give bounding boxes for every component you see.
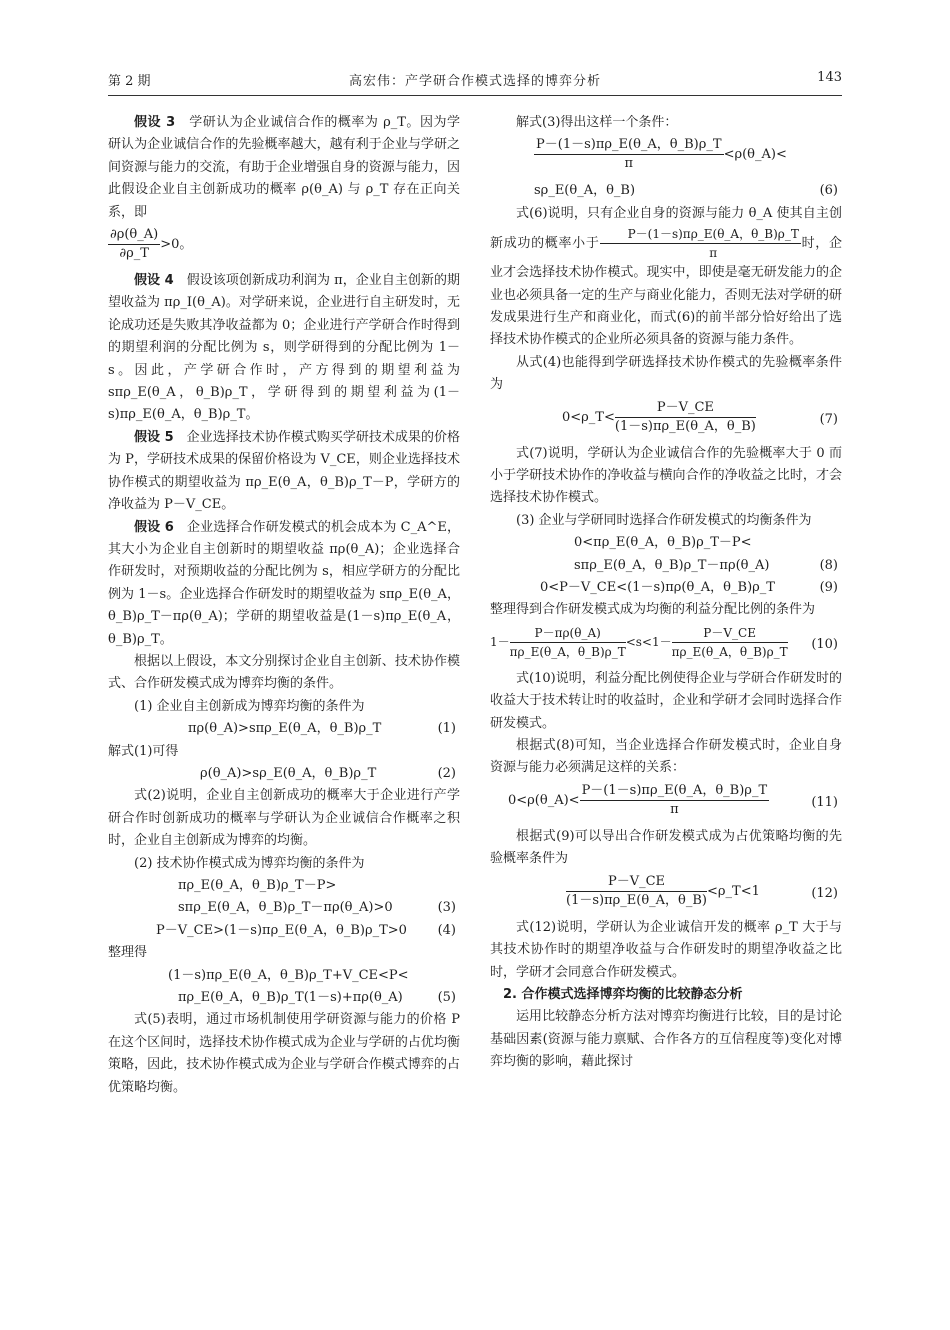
paragraph-eq8: 根据式(8)可知，当企业选择合作研发模式时，企业自身资源与能力必须满足这样的关系： bbox=[490, 738, 842, 776]
equation-6a: $\frac{P-(1-s)\pi\rho\_E(\theta\_A,\theta\_B)\rho\_T}{\pi}$ <ρ(θ_A)< bbox=[536, 137, 787, 172]
running-title: 高宏伟：产学研合作模式选择的博弈分析 bbox=[348, 74, 601, 89]
assumption-3: 假设 3 学研认为企业诚信合作的概率为 ρ_T。因为学研认为企业诚信合作的先验概率越大，越有利于企业与学研之间资源与能力的交流，有助于企业增强自身的资源与能力，因此假设企业自主创新成功的概率 ρ(θ_A) 与 ρ_T 存在正向关系，即 bbox=[108, 115, 460, 220]
paragraph-eq4: 从式(4)也能得到学研选择技术协作模式的先验概率条件为 bbox=[490, 354, 842, 393]
equation-6b: sρ_E(θ_A，θ_B) (6) bbox=[534, 183, 838, 199]
tidy-label: 整理得 bbox=[108, 945, 148, 961]
condition-2: (2) 技术协作模式成为博弈均衡的条件为 bbox=[134, 855, 365, 871]
solve-1: 解式(1)可得 bbox=[108, 743, 179, 759]
paragraph-eq7: 式(7)说明，学研认为企业诚信合作的先验概率大于 0 而小于学研技术协作的净收益与横向合作的净收益之比时，才会选择技术协作模式。 bbox=[490, 445, 842, 506]
equation-3b: sπρ_E(θ_A，θ_B)ρ_T－πρ(θ_A)>0 (3) bbox=[178, 900, 456, 916]
equation-10: 1－ $\frac{P-\pi\rho(\theta\_A)}{\pi\rho\_E(\theta\_A,\theta\_B)\rho\_T}$ <s<1－ $\frac{P-V\_CE}{\pi\rho\_E(\theta\_A,\theta\_B)\rho\_T}$ (10) bbox=[490, 625, 838, 659]
equation-5a: (1－s)πρ_E(θ_A，θ_B)ρ_T+V_CE<P< bbox=[168, 967, 409, 983]
paragraph-section2: 运用比较静态分析方法对博弈均衡进行比较，目的是讨论基础因素(资源与能力禀赋、合作各方的互信程度等)变化对博弈均衡的影响，藉此探讨 bbox=[490, 1009, 842, 1070]
paragraph-eq5: 式(5)表明，通过市场机制使用学研资源与能力的价格 P 在这个区间时，选择技术协作模式成为企业与学研的占优均衡策略，因此，技术协作模式成为企业与学研合作模式博弈的占优策略均衡。 bbox=[108, 1012, 460, 1095]
paragraph-intro: 根据以上假设，本文分别探讨企业自主创新、技术协作模式、合作研发模式成为博弈均衡的条件。 bbox=[108, 653, 460, 692]
equation-4: P－V_CE>(1－s)πρ_E(θ_A，θ_B)ρ_T>0 (4) bbox=[156, 922, 456, 938]
equation-11: 0<ρ(θ_A)< $\frac{P-(1-s)\pi\rho\_E(\theta\_A,\theta\_B)\rho\_T}{\pi}$ (11) bbox=[508, 782, 838, 817]
equation-7: 0<ρ_T< $\frac{P-V\_CE}{(1-s)\pi\rho\_E(\theta\_A,\theta\_B)}$ (7) bbox=[562, 399, 838, 434]
section-heading: 2. 合作模式选择博弈均衡的比较静态分析 bbox=[503, 986, 743, 1002]
condition-1: (1) 企业自主创新成为博弈均衡的条件为 bbox=[134, 698, 365, 714]
partial-derivative: $\frac{\partial\rho(\theta\_A)}{\partial\rho\_T}$ >0。 bbox=[110, 227, 193, 262]
solve-3: 解式(3)得出这样一个条件： bbox=[516, 115, 678, 130]
equation-3a: πρ_E(θ_A，θ_B)ρ_T－P> bbox=[178, 877, 337, 893]
equation-5b: πρ_E(θ_A，θ_B)ρ_T(1－s)+πρ(θ_A) (5) bbox=[178, 989, 456, 1005]
running-header bbox=[108, 70, 842, 92]
paragraph-eq9-derive: 根据式(9)可以导出合作研发模式成为占优策略均衡的先验概率条件为 bbox=[490, 828, 842, 867]
right-column bbox=[490, 112, 842, 1074]
paragraph-eq12: 式(12)说明，学研认为企业诚信开发的概率 ρ_T 大于与其技术协作时的期望净收益与合作研发时的期望净收益之比时，学研才会同意合作研发模式。 bbox=[490, 919, 842, 980]
equation-1: πρ(θ_A)>sπρ_E(θ_A，θ_B)ρ_T (1) bbox=[188, 721, 456, 737]
paragraph-eq10: 式(10)说明，利益分配比例使得企业与学研合作研发时的收益大于技术转让时的收益时，企业和学研才会同时选择合作研发模式。 bbox=[490, 670, 842, 731]
left-column bbox=[108, 112, 460, 1099]
assumption-4: 假设 4 假设该项创新成功利润为 π，企业自主创新的期望收益为 πρ_I(θ_A)。对学研来说，企业进行自主研发时，无论成功还是失败其净收益都为 0；企业进行产学研合作时得到的期望利润的分配比例为 s，则学研得到的分配比例为 1－s。因此，产学研合作时，产方得到的期望利益为 sπρ_E(θ_A，θ_B)ρ_T，学研得到的期望利益为(1－s)πρ_E(θ_A，θ_B)ρ_T。 bbox=[108, 273, 460, 423]
paragraph-eq2: 式(2)说明，企业自主创新成功的概率大于企业进行产学研合作时创新成功的概率与学研认为企业诚信合作概率之积时，企业自主创新成为博弈的均衡。 bbox=[108, 788, 460, 849]
assumption-6: 假设 6 企业选择合作研发模式的机会成本为 C_A^E，其大小为企业自主创新时的期望收益 πρ(θ_A)；企业选择合作研发时，对预期收益的分配比例为 s，相应学研方的分配比例为 1－s。企业选择合作研发时的期望收益为 sπρ_E(θ_A，θ_B)ρ_T－πρ(θ_A)；学研的期望收益是(1－s)πρ_E(θ_A，θ_B)ρ_T。 bbox=[108, 519, 460, 647]
header-rule bbox=[108, 95, 842, 96]
equation-8b: sπρ_E(θ_A，θ_B)ρ_T－πρ(θ_A) (8) bbox=[574, 557, 838, 573]
equation-8a: 0<πρ_E(θ_A，θ_B)ρ_T－P< bbox=[574, 535, 752, 551]
condition-3: (3) 企业与学研同时选择合作研发模式的均衡条件为 bbox=[516, 512, 812, 528]
paragraph-eq9: 整理得到合作研发模式成为均衡的利益分配比例的条件为 bbox=[490, 602, 816, 618]
assumption-5: 假设 5 企业选择技术协作模式购买学研技术成果的价格为 P，学研技术成果的保留价格设为 V_CE，则企业选择技术协作模式的期望收益为 πρ_E(θ_A，θ_B)ρ_T－P，学研方的净收益为 P－V_CE。 bbox=[108, 429, 460, 513]
page-number: 143 bbox=[817, 70, 842, 85]
paragraph-eq6: 式(6)说明，只有企业自身的资源与能力 θ_A 使其自主创新成功的概率小于 $\frac{P-(1-s)\pi\rho\_E(\theta\_A,\theta\_B)\rho\_T}{\pi}$ 时，企业才会选择技术协作模式。现实中，即使是毫无研发能力的企业也必须具备一定的生产与商业化能力，否则无法对学研的研发成果进行生产和商业化，而式(6)的前半部分恰好给出了选择技术协作模式的企业所必须具备的资源与能力条件。 bbox=[490, 205, 842, 348]
issue-number: 第 2 期 bbox=[108, 74, 151, 89]
equation-9: 0<P－V_CE<(1－s)πρ(θ_A，θ_B)ρ_T (9) bbox=[540, 580, 838, 596]
equation-12: $\frac{P-V\_CE}{(1-s)\pi\rho\_E(\theta\_A,\theta\_B)}$ <ρ_T<1 (12) bbox=[566, 873, 838, 908]
equation-2: ρ(θ_A)>sρ_E(θ_A，θ_B)ρ_T (2) bbox=[200, 765, 456, 781]
